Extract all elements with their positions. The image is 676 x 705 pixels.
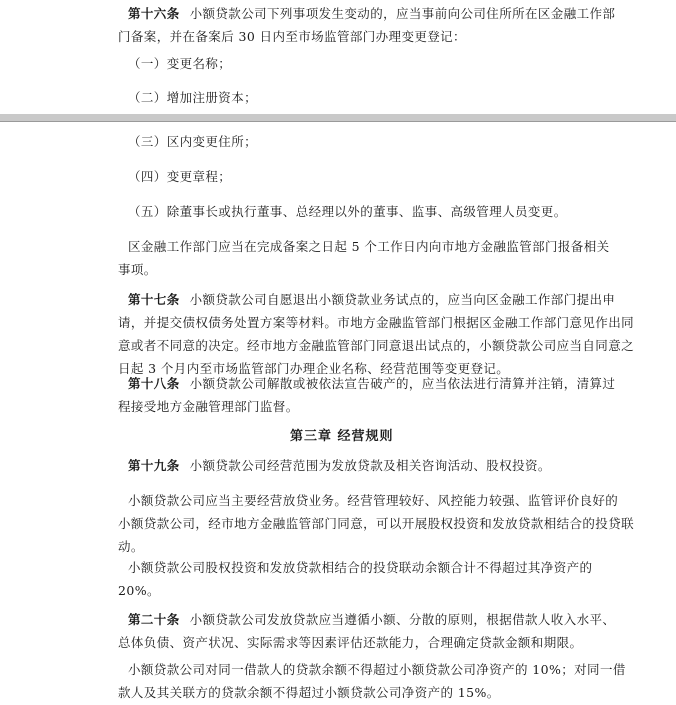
document-page-1 — [0, 0, 676, 114]
article-20-label: 第二十条 — [128, 612, 180, 627]
article-16-label: 第十六条 — [128, 6, 180, 21]
report-paragraph — [118, 235, 610, 281]
article-18-line-2: 程接受地方金融管理部门监督。 — [118, 399, 299, 414]
list-item-4: （四）变更章程； — [128, 169, 232, 184]
balance-paragraph-line-1: 小额贷款公司对同一借款人的贷款余额不得超过小额贷款公司净资产的 10%；对同一借 — [128, 662, 626, 677]
main-business-paragraph — [118, 489, 634, 558]
limit-paragraph-line-1: 小额贷款公司股权投资和发放贷款相结合的投贷联动余额合计不得超过其净资产的 — [128, 560, 593, 575]
article-20-line-2: 总体负债、资产状况、实际需求等因素评估还款能力，合理确定贷款金额和期限。 — [118, 635, 583, 650]
article-18-line-1: 第十八条 小额贷款公司解散或被依法宣告破产的，应当依法进行清算并注销，清算过 — [128, 376, 616, 391]
article-18 — [118, 372, 615, 418]
article-17 — [118, 288, 634, 380]
chapter-heading: 第三章 经营规则 — [290, 429, 394, 444]
balance-paragraph-line-2: 款人及其关联方的贷款余额不得超过小额贷款公司净资产的 15%。 — [118, 685, 500, 700]
article-20-line-1: 第二十条 小额贷款公司发放贷款应当遵循小额、分散的原则，根据借款人收入水平、 — [128, 612, 616, 627]
list-item-3: （三）区内变更住所； — [128, 134, 258, 149]
balance-paragraph — [118, 658, 626, 704]
main-business-line-3: 动。 — [118, 539, 144, 554]
article-17-line-1: 第十七条 小额贷款公司自愿退出小额贷款业务试点的，应当向区金融工作部门提出申 — [128, 292, 616, 307]
article-16 — [118, 2, 615, 48]
main-business-line-1: 小额贷款公司应当主要经营放贷业务。经营管理较好、风控能力较强、监管评价良好的 — [128, 493, 619, 508]
article-19: 第十九条 小额贷款公司经营范围为发放贷款及相关咨询活动、股权投资。 — [128, 458, 551, 473]
main-business-line-2: 小额贷款公司，经市地方金融监管部门同意，可以开展股权投资和发放贷款相结合的投贷联 — [118, 516, 635, 531]
article-20 — [118, 608, 615, 654]
article-19-label: 第十九条 — [128, 458, 180, 473]
article-17-line-4: 日起 3 个月内至市场监管部门办理企业名称、经营范围等变更登记。 — [118, 361, 510, 376]
article-18-label: 第十八条 — [128, 376, 180, 391]
limit-paragraph — [118, 556, 592, 602]
article-16-line-1: 第十六条 小额贷款公司下列事项发生变动的，应当事前向公司住所所在区金融工作部 — [128, 6, 616, 21]
article-17-line-2: 请，并提交债权债务处置方案等材料。市地方金融监管部门根据区金融工作部门意见作出同 — [118, 315, 635, 330]
limit-paragraph-line-2: 20%。 — [118, 583, 160, 598]
article-16-line-2: 门备案，并在备案后 30 日内至市场监管部门办理变更登记： — [118, 29, 466, 44]
list-item-5: （五）除董事长或执行董事、总经理以外的董事、监事、高级管理人员变更。 — [128, 204, 567, 219]
report-paragraph-line-2: 事项。 — [118, 262, 157, 277]
article-17-label: 第十七条 — [128, 292, 180, 307]
report-paragraph-line-1: 区金融工作部门应当在完成备案之日起 5 个工作日内向市地方金融监管部门报备相关 — [128, 239, 610, 254]
document-page-2 — [0, 121, 676, 705]
list-item-2: （二）增加注册资本； — [128, 90, 258, 105]
article-17-line-3: 意或者不同意的决定。经市地方金融监管部门同意退出试点的，小额贷款公司应当自同意之 — [118, 338, 635, 353]
list-item-1: （一）变更名称； — [128, 56, 232, 71]
